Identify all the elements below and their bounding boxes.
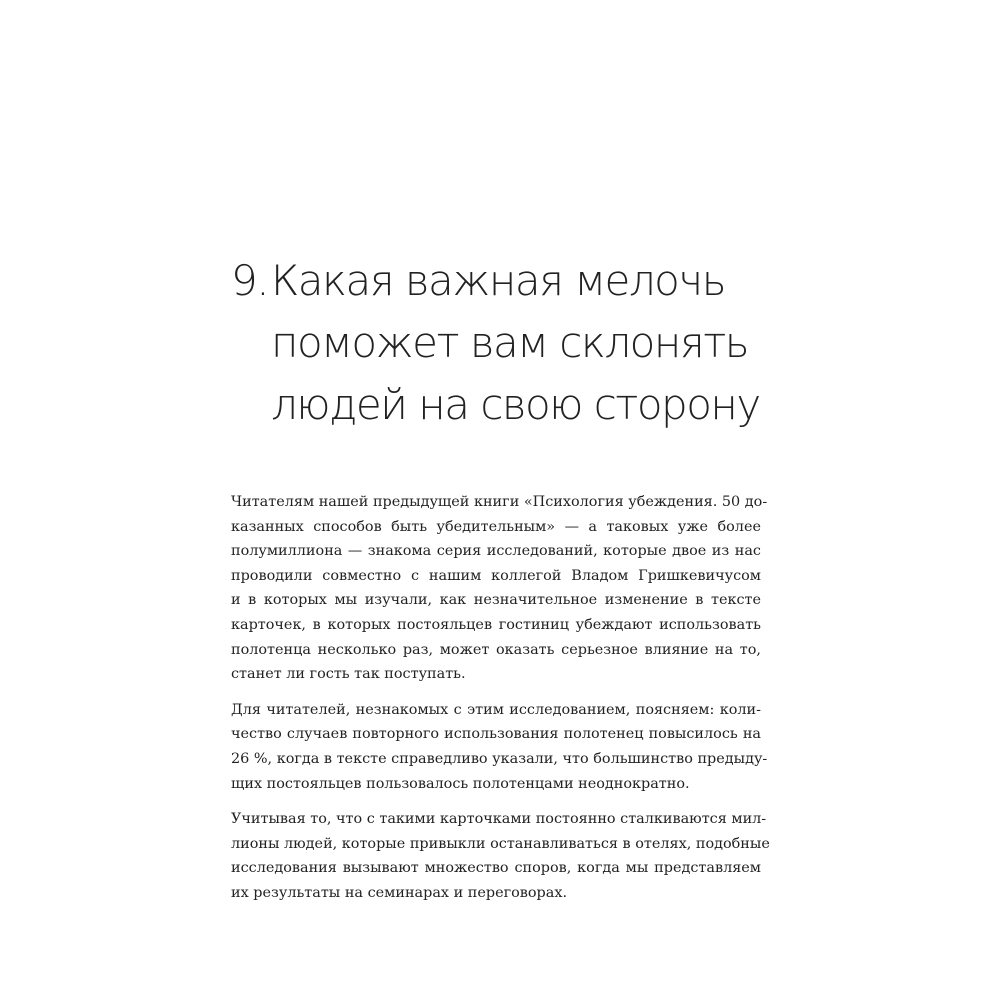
text-line: полумиллиона — знакома серия исследований, которые двое из нас — [231, 543, 761, 560]
paragraph — [231, 698, 768, 796]
chapter-title-text: Какая важная мелочь — [271, 256, 725, 305]
text-line: станет ли гость так поступать. — [231, 666, 466, 683]
text-line: Учитывая то, что с такими карточками постоянно сталкиваются мил- — [231, 811, 767, 828]
text-line: и в которых мы изучали, как незначительное изменение в тексте — [231, 592, 761, 609]
text-line: исследования вызывают множество споров, когда мы представляем — [231, 860, 761, 877]
chapter-title — [231, 250, 851, 436]
text-line: казанных способов быть убедительным» — а таковых уже более — [231, 518, 761, 535]
chapter-title-line-1 — [231, 250, 851, 312]
text-line: 26 %, когда в тексте справедливо указали, что большинство предыду- — [231, 750, 768, 767]
body-text — [231, 490, 770, 917]
text-line: лионы людей, которые привыкли останавливаться в отелях, подобные — [231, 835, 770, 852]
text-line: проводили совместно с нашим коллегой Владом Гришкевичусом — [231, 567, 761, 584]
text-line: Для читателей, незнакомых с этим исследованием, поясняем: коли- — [231, 701, 761, 718]
text-line: Читателям нашей предыдущей книги «Психология убеждения. 50 до- — [231, 494, 768, 510]
text-line: полотенца несколько раз, может оказать серьезное влияние на то, — [231, 641, 761, 658]
text-line: их результаты на семинарах и переговорах. — [231, 884, 568, 901]
paragraph — [231, 490, 768, 687]
text-line: чество случаев повторного использования полотенец повысилось на — [231, 726, 761, 743]
text-line: карточек, в которых постояльцев гостиниц убеждают использовать — [231, 616, 761, 633]
chapter-title-line-3: людей на свою сторону — [271, 380, 760, 429]
chapter-title-line-2: поможет вам склонять — [271, 318, 748, 367]
paragraph — [231, 807, 770, 905]
text-line: щих постояльцев пользовалось полотенцами неоднократно. — [231, 775, 690, 792]
chapter-number: 9. — [231, 256, 269, 305]
